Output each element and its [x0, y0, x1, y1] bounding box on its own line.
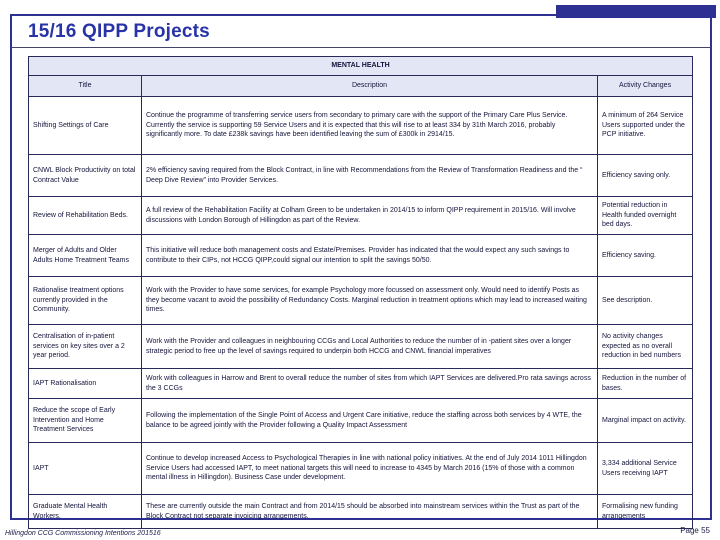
row-activity-cell: See description.	[598, 277, 693, 325]
table-row	[29, 197, 693, 235]
row-description-cell: This initiative will reduce both management costs and Estate/Premises. Provider has indicated that the would expect any such savings to contribute to their CIPs, not HCCG QIPP,could signal our intention to split the savings 50/50.	[142, 235, 598, 277]
section-header-cell: MENTAL HEALTH	[29, 57, 693, 76]
row-activity-cell: Formalising new funding arrangements	[598, 495, 693, 529]
row-description-cell: Work with the Provider to have some services, for example Psychology more focussed on assessment only. Would need to identify Posts as they become vacant to avoid the possibility of Redundancy Costs. Marginal reduction in treatment options which may lead to increased waiting times.	[142, 277, 598, 325]
row-description-cell: Continue to develop increased Access to Psychological Therapies in line with national policy initiatives. At the end of July 2014 1011 Hillingdon Service Users had accessed IAPT, to meet national targets this will need to increase to 4345 by March 2016 (15% of those with a common mental illness in Hillingdon). Business Case under development.	[142, 443, 598, 495]
top-right-accent-bar	[556, 5, 716, 18]
row-title-cell: CNWL Block Productivity on total Contract Value	[29, 155, 142, 197]
row-description-cell: Continue the programme of transferring service users from secondary to primary care with the support of the Primary Care Plus Service. Currently the service is supporting 59 Service Users and it is expected that this will rise to at least 334 by 31th March 2016, probably significantly more. To date £238k savings have been identified leaving the sum of £300k in 2914/15.	[142, 97, 598, 155]
row-description-cell: Following the implementation of the Single Point of Access and Urgent Care initiative, reduce the staffing across both services by 4 WTE, the balance to be agreed jointly with the Provider following a Quality Impact Assessment	[142, 399, 598, 443]
page-number: Page 55	[680, 526, 710, 535]
row-activity-cell: Efficiency saving only.	[598, 155, 693, 197]
table-row	[29, 399, 693, 443]
row-description-cell: 2% efficiency saving required from the Block Contract, in line with Recommendations from the Review of Transformation Readiness and the “ Deep Dive Review” into Provider Services.	[142, 155, 598, 197]
column-header-row	[29, 76, 693, 97]
column-header-activity: Activity Changes	[598, 76, 693, 97]
section-header-row	[29, 57, 693, 76]
row-description-cell: Work with the Provider and colleagues in neighbouring CCGs and Local Authorities to reduce the number of in -patient sites over a longer strategic period to free up the level of savings required to underpin both HCCG and CNWL financial imperatives	[142, 325, 598, 369]
column-header-title: Title	[29, 76, 142, 97]
row-title-cell: IAPT	[29, 443, 142, 495]
page-title: 15/16 QIPP Projects	[28, 21, 210, 42]
title-divider	[11, 47, 711, 48]
row-title-cell: Merger of Adults and Older Adults Home Treatment Teams	[29, 235, 142, 277]
row-title-cell: Shifting Settings of Care	[29, 97, 142, 155]
row-title-cell: Review of Rehabilitation Beds.	[29, 197, 142, 235]
qipp-projects-table	[28, 56, 693, 529]
table-row	[29, 325, 693, 369]
table-row	[29, 443, 693, 495]
row-description-cell: These are currently outside the main Contract and from 2014/15 should be absorbed into mainstream services within the Trust as part of the Block Contract not separate invoicing arrangements.	[142, 495, 598, 529]
table-row	[29, 155, 693, 197]
table-row	[29, 235, 693, 277]
table-row	[29, 277, 693, 325]
table-row	[29, 495, 693, 529]
table-row	[29, 97, 693, 155]
row-activity-cell: 3,334 additional Service Users receiving IAPT	[598, 443, 693, 495]
row-title-cell: IAPT Rationalisation	[29, 369, 142, 399]
row-activity-cell: Efficiency saving.	[598, 235, 693, 277]
row-activity-cell: Marginal impact on activity.	[598, 399, 693, 443]
row-description-cell: A full review of the Rehabilitation Facility at Colham Green to be undertaken in 2014/15 to inform QIPP requirement in 2015/16. Will involve discussions with London Borough of Hillingdon as part of the Review.	[142, 197, 598, 235]
row-activity-cell: A minimum of 264 Service Users supported under the PCP initiative.	[598, 97, 693, 155]
row-activity-cell: Reduction in the number of bases.	[598, 369, 693, 399]
row-title-cell: Reduce the scope of Early Intervention and Home Treatment Services	[29, 399, 142, 443]
row-title-cell: Rationalise treatment options currently provided in the Community.	[29, 277, 142, 325]
footer-attribution: Hillingdon CCG Commissioning Intentions 201516	[5, 530, 161, 537]
table-row	[29, 369, 693, 399]
row-title-cell: Graduate Mental Health Workers.	[29, 495, 142, 529]
row-description-cell: Work with colleagues in Harrow and Brent to overall reduce the number of sites from which IAPT Services are delivered.Pro rata savings across the 3 CCGs	[142, 369, 598, 399]
row-title-cell: Centralisation of in-patient services on key sites over a 2 year period.	[29, 325, 142, 369]
column-header-description: Description	[142, 76, 598, 97]
row-activity-cell: No activity changes expected as no overall reduction in bed numbers	[598, 325, 693, 369]
row-activity-cell: Potential reduction in Health funded overnight bed days.	[598, 197, 693, 235]
